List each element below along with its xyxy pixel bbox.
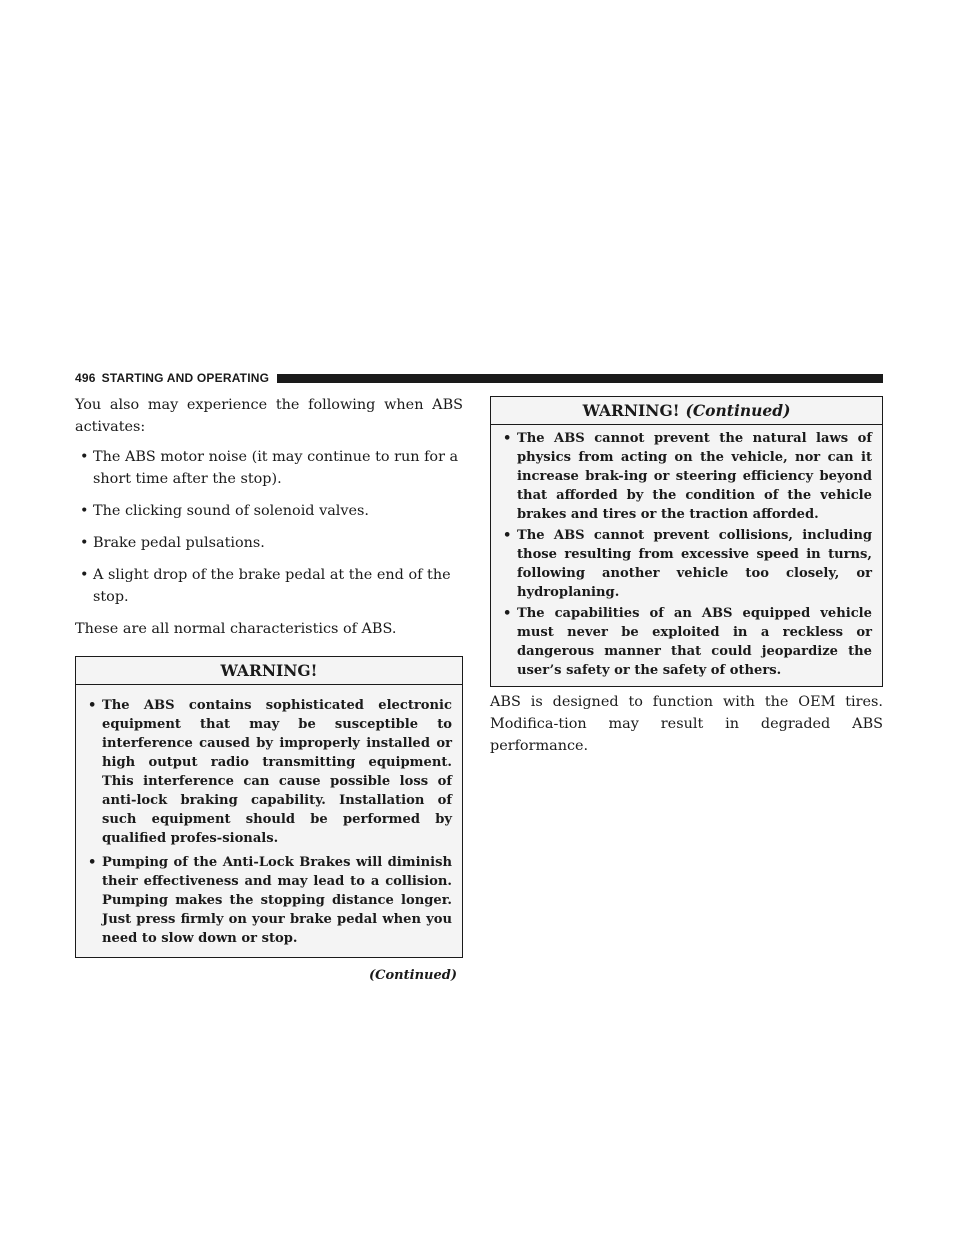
- bullet-icon: •: [88, 855, 97, 870]
- warning-title: WARNING! (Continued): [491, 397, 882, 425]
- page-header: [75, 370, 883, 386]
- bullet-icon: •: [503, 606, 512, 621]
- intro-paragraph: You also may experience the following when ABS activates:: [75, 397, 463, 435]
- warning-box-continued: [490, 396, 883, 687]
- right-column: [490, 396, 883, 757]
- list-item: • The capabilities of an ABS equipped vehicle must never be exploited in a reckless or dangerous manner that could jeopardize the user’s safety or the safety of others.: [503, 606, 872, 678]
- symptom-list: [75, 446, 463, 608]
- warning-box: [75, 656, 463, 958]
- left-column: [75, 394, 463, 983]
- summary-paragraph: These are all normal characteristics of ABS.: [75, 621, 397, 637]
- header-rule: [277, 374, 883, 383]
- warning-title-suffix: (Continued): [685, 401, 791, 420]
- list-item: • Pumping of the Anti-Lock Brakes will diminish their effectiveness and may lead to a collision. Pumping makes the stopping distance longer. Just press firmly on your brake pedal when you need to slow down or stop.: [88, 855, 452, 946]
- list-item: • Brake pedal pulsations.: [75, 532, 463, 554]
- list-item: • The clicking sound of solenoid valves.: [75, 500, 463, 522]
- closing-paragraph: ABS is designed to function with the OEM tires. Modifica-tion may result in degraded ABS performance.: [490, 694, 883, 754]
- continued-label: (Continued): [369, 968, 457, 983]
- warning-list: [491, 425, 882, 686]
- bullet-icon: •: [503, 431, 512, 446]
- list-item: • A slight drop of the brake pedal at the end of the stop.: [75, 564, 463, 608]
- page-number: 496: [75, 371, 96, 385]
- list-item: • The ABS contains sophisticated electronic equipment that may be susceptible to interference caused by improperly installed or high output radio transmitting equipment. This interference can cause possible loss of anti-lock braking capability. Installation of such equipment should be performed by qualified profes-sionals.: [88, 698, 452, 846]
- bullet-icon: •: [80, 503, 89, 519]
- bullet-icon: •: [80, 449, 89, 465]
- list-item: • The ABS motor noise (it may continue to run for a short time after the stop).: [75, 446, 463, 490]
- bullet-icon: •: [80, 535, 89, 551]
- bullet-icon: •: [88, 698, 97, 713]
- list-item: • The ABS cannot prevent the natural laws of physics from acting on the vehicle, nor can it increase brak-ing or steering efficiency beyond that afforded by the condition of the vehicle brakes and tires or the traction afforded.: [503, 431, 872, 522]
- warning-list: [76, 685, 462, 957]
- warning-title: WARNING!: [76, 657, 462, 685]
- section-title: STARTING AND OPERATING: [101, 371, 270, 385]
- list-item: • The ABS cannot prevent collisions, including those resulting from excessive speed in turns, following another vehicle too closely, or hydroplaning.: [503, 528, 872, 600]
- bullet-icon: •: [503, 528, 512, 543]
- bullet-icon: •: [80, 567, 89, 583]
